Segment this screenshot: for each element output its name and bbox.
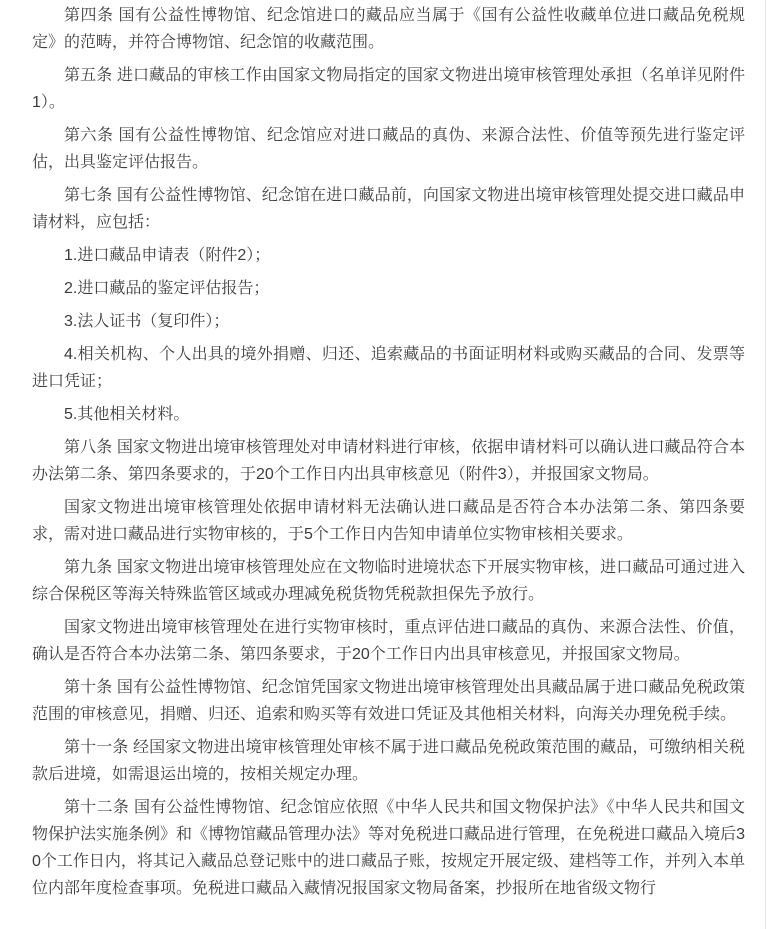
paragraph-14: 第十条 国有公益性博物馆、纪念馆凭国家文物进出境审核管理处出具藏品属于进口藏品免税政策范围的审核意见，捐赠、归还、追索和购买等有效进口凭证及其他相关材料，向海关办理免税手续。 [32, 679, 745, 723]
paragraph-5: 1.进口藏品申请表（附件2）； [64, 247, 271, 264]
paragraph-10: 第八条 国家文物进出境审核管理处对申请材料进行审核，依据申请材料可以确认进口藏品符合本办法第二条、第四条要求的，于20个工作日内出具审核意见（附件3），并报国家文物局。 [32, 439, 745, 483]
paragraph-8: 4.相关机构、个人出具的境外捐赠、归还、追索藏品的书面证明材料或购买藏品的合同、发票等进口凭证； [32, 346, 745, 390]
paragraph-3: 第六条 国有公益性博物馆、纪念馆应对进口藏品的真伪、来源合法性、价值等预先进行鉴定评估，出具鉴定评估报告。 [32, 127, 745, 171]
paragraph-4: 第七条 国有公益性博物馆、纪念馆在进口藏品前，向国家文物进出境审核管理处提交进口藏品申请材料，应包括： [32, 187, 745, 231]
paragraph-16: 第十二条 国有公益性博物馆、纪念馆应依照《中华人民共和国文物保护法》《中华人民共和国文物保护法实施条例》和《博物馆藏品管理办法》等对免税进口藏品进行管理，在免税进口藏品入境后30个工作日内，将其记入藏品总登记账中的进口藏品子账，按规定开展定级、建档等工作，并列入本单位内部年度检查事项。免税进口藏品入藏情况报国家文物局备案，抄报所在地省级文物行 [32, 799, 745, 897]
paragraph-1: 第四条 国有公益性博物馆、纪念馆进口的藏品应当属于《国有公益性收藏单位进口藏品免税规定》的范畴，并符合博物馆、纪念馆的收藏范围。 [32, 7, 745, 51]
paragraph-15: 第十一条 经国家文物进出境审核管理处审核不属于进口藏品免税政策范围的藏品，可缴纳相关税款后进境，如需退运出境的，按相关规定办理。 [32, 739, 745, 783]
right-edge-divider [765, 0, 766, 929]
paragraph-12: 第九条 国家文物进出境审核管理处应在文物临时进境状态下开展实物审核，进口藏品可通过进入综合保税区等海关特殊监管区域或办理减免税货物凭税款担保先予放行。 [32, 559, 745, 603]
paragraph-13: 国家文物进出境审核管理处在进行实物审核时，重点评估进口藏品的真伪、来源合法性、价值，确认是否符合本办法第二条、第四条要求，于20个工作日内出具审核意见，并报国家文物局。 [32, 619, 745, 663]
paragraph-11: 国家文物进出境审核管理处依据申请材料无法确认进口藏品是否符合本办法第二条、第四条要求，需对进口藏品进行实物审核的，于5个工作日内告知申请单位实物审核相关要求。 [32, 499, 745, 543]
paragraph-6: 2.进口藏品的鉴定评估报告； [64, 280, 270, 297]
paragraph-2: 第五条 进口藏品的审核工作由国家文物局指定的国家文物进出境审核管理处承担（名单详见附件1）。 [32, 67, 745, 111]
paragraph-7: 3.法人证书（复印件）； [64, 313, 230, 330]
paragraph-9: 5.其他相关材料。 [64, 406, 190, 423]
